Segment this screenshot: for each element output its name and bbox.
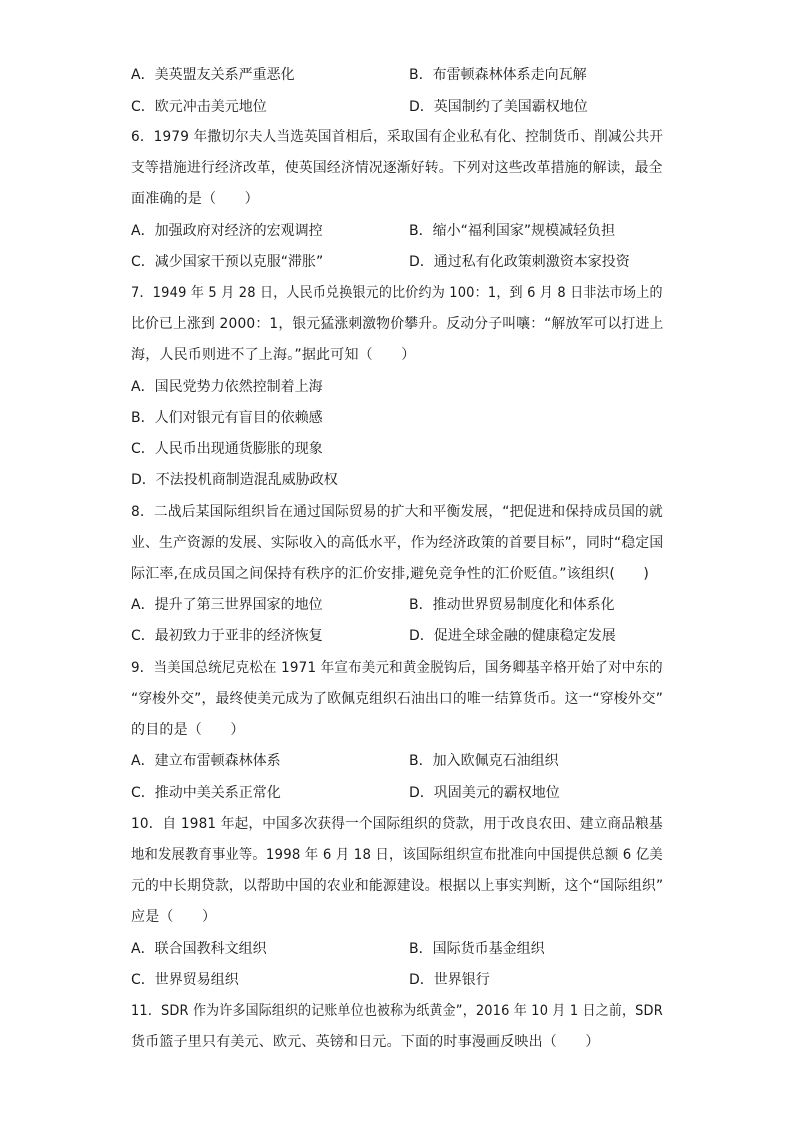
q7-stem-line-1: 7．1949 年 5 月 28 日，人民币兑换银元的比价约为 100：1，到 6 月 8 日非法市场上的 [131,285,663,301]
q11-stem-line-1: 11．SDR 作为许多国际组织的记账单位也被称为纸黄金”，2016 年 10 月 1 日之前，SDR [131,1003,663,1019]
q6-stem-line-2: 支等措施进行经济改革，使英国经济情况逐渐好转。下列对这些改革措施的解读，最全 [131,160,663,176]
q6-option-d: D．通过私有化政策刺激资本家投资 [409,254,630,270]
q11-stem-line-2: 货币篮子里只有美元、欧元、英镑和日元。下面的时事漫画反映出（ ） [131,1034,600,1050]
q5-option-c: C．欧元冲击美元地位 [131,99,267,115]
q5-option-b: B．布雷顿森林体系走向瓦解 [409,67,587,83]
q8-option-a: A．提升了第三世界国家的地位 [131,597,323,613]
q9-option-d: D．巩固美元的霸权地位 [409,785,560,801]
q6-option-b: B．缩小“福利国家”规模减轻负担 [409,223,616,239]
q7-option-c: C．人民币出现通货膨胀的现象 [131,441,323,457]
q7-stem-line-3: 海，人民币则进不了上海。”据此可知（ ） [131,347,416,363]
q10-option-a: A．联合国教科文组织 [131,941,267,957]
q9-stem-line-3: 的目的是（ ） [131,722,245,738]
q10-stem-line-4: 应是（ ） [131,909,217,925]
q10-option-d: D．世界银行 [409,972,490,988]
q10-option-b: B．国际货币基金组织 [409,941,545,957]
q6-stem-line-1: 6．1979 年撒切尔夫人当选英国首相后，采取国有企业私有化、控制货币、削减公共开 [131,129,664,145]
q8-option-c: C．最初致力于亚非的经济恢复 [131,628,323,644]
q10-option-c: C．世界贸易组织 [131,972,239,988]
q8-stem-line-2: 业、生产资源的发展、实际收入的高低水平，作为经济政策的首要目标”，同时“稳定国 [131,535,664,551]
q7-option-d: D．不法投机商制造混乱威胁政权 [131,472,338,488]
q6-option-c: C．减少国家干预以克服“滞胀” [131,254,324,270]
q5-option-d: D．英国制约了美国霸权地位 [409,99,588,115]
q9-option-a: A．建立布雷顿森林体系 [131,753,281,769]
q8-option-d: D．促进全球金融的健康稳定发展 [409,628,616,644]
q8-stem-line-3: 际汇率,在成员国之间保持有秩序的汇价安排,避免竞争性的汇价贬值。”该组织( ) [131,566,650,582]
q8-option-b: B．推动世界贸易制度化和体系化 [409,597,615,613]
q7-option-b: B．人们对银元有盲目的依赖感 [131,410,323,426]
q9-option-b: B．加入欧佩克石油组织 [409,753,559,769]
q6-option-a: A．加强政府对经济的宏观调控 [131,223,323,239]
q9-option-c: C．推动中美关系正常化 [131,785,281,801]
q10-stem-line-3: 元的中长期贷款，以帮助中国的农业和能源建设。根据以上事实判断，这个“国际组织” [131,878,664,894]
q7-option-a: A．国民党势力依然控制着上海 [131,379,323,395]
q9-stem-line-2: “穿梭外交”，最终使美元成为了欧佩克组织石油出口的唯一结算货币。这一“穿梭外交” [131,691,664,707]
q6-stem-line-3: 面准确的是（ ） [131,191,259,207]
q8-stem-line-1: 8．二战后某国际组织旨在通过国际贸易的扩大和平衡发展，“把促进和保持成员国的就 [131,504,663,520]
q5-option-a: A．美英盟友关系严重恶化 [131,67,295,83]
q9-stem-line-1: 9．当美国总统尼克松在 1971 年宣布美元和黄金脱钩后，国务卿基辛格开始了对中东的 [131,660,663,676]
q7-stem-line-2: 比价已上涨到 2000：1，银元猛涨刺激物价攀升。反动分子叫嚷：“解放军可以打进上 [131,316,664,332]
q10-stem-line-2: 地和发展教育事业等。1998 年 6 月 18 日，该国际组织宣布批准向中国提供总额 6 亿美 [131,847,663,863]
q10-stem-line-1: 10．自 1981 年起，中国多次获得一个国际组织的贷款，用于改良农田、建立商品粮基 [131,816,663,832]
